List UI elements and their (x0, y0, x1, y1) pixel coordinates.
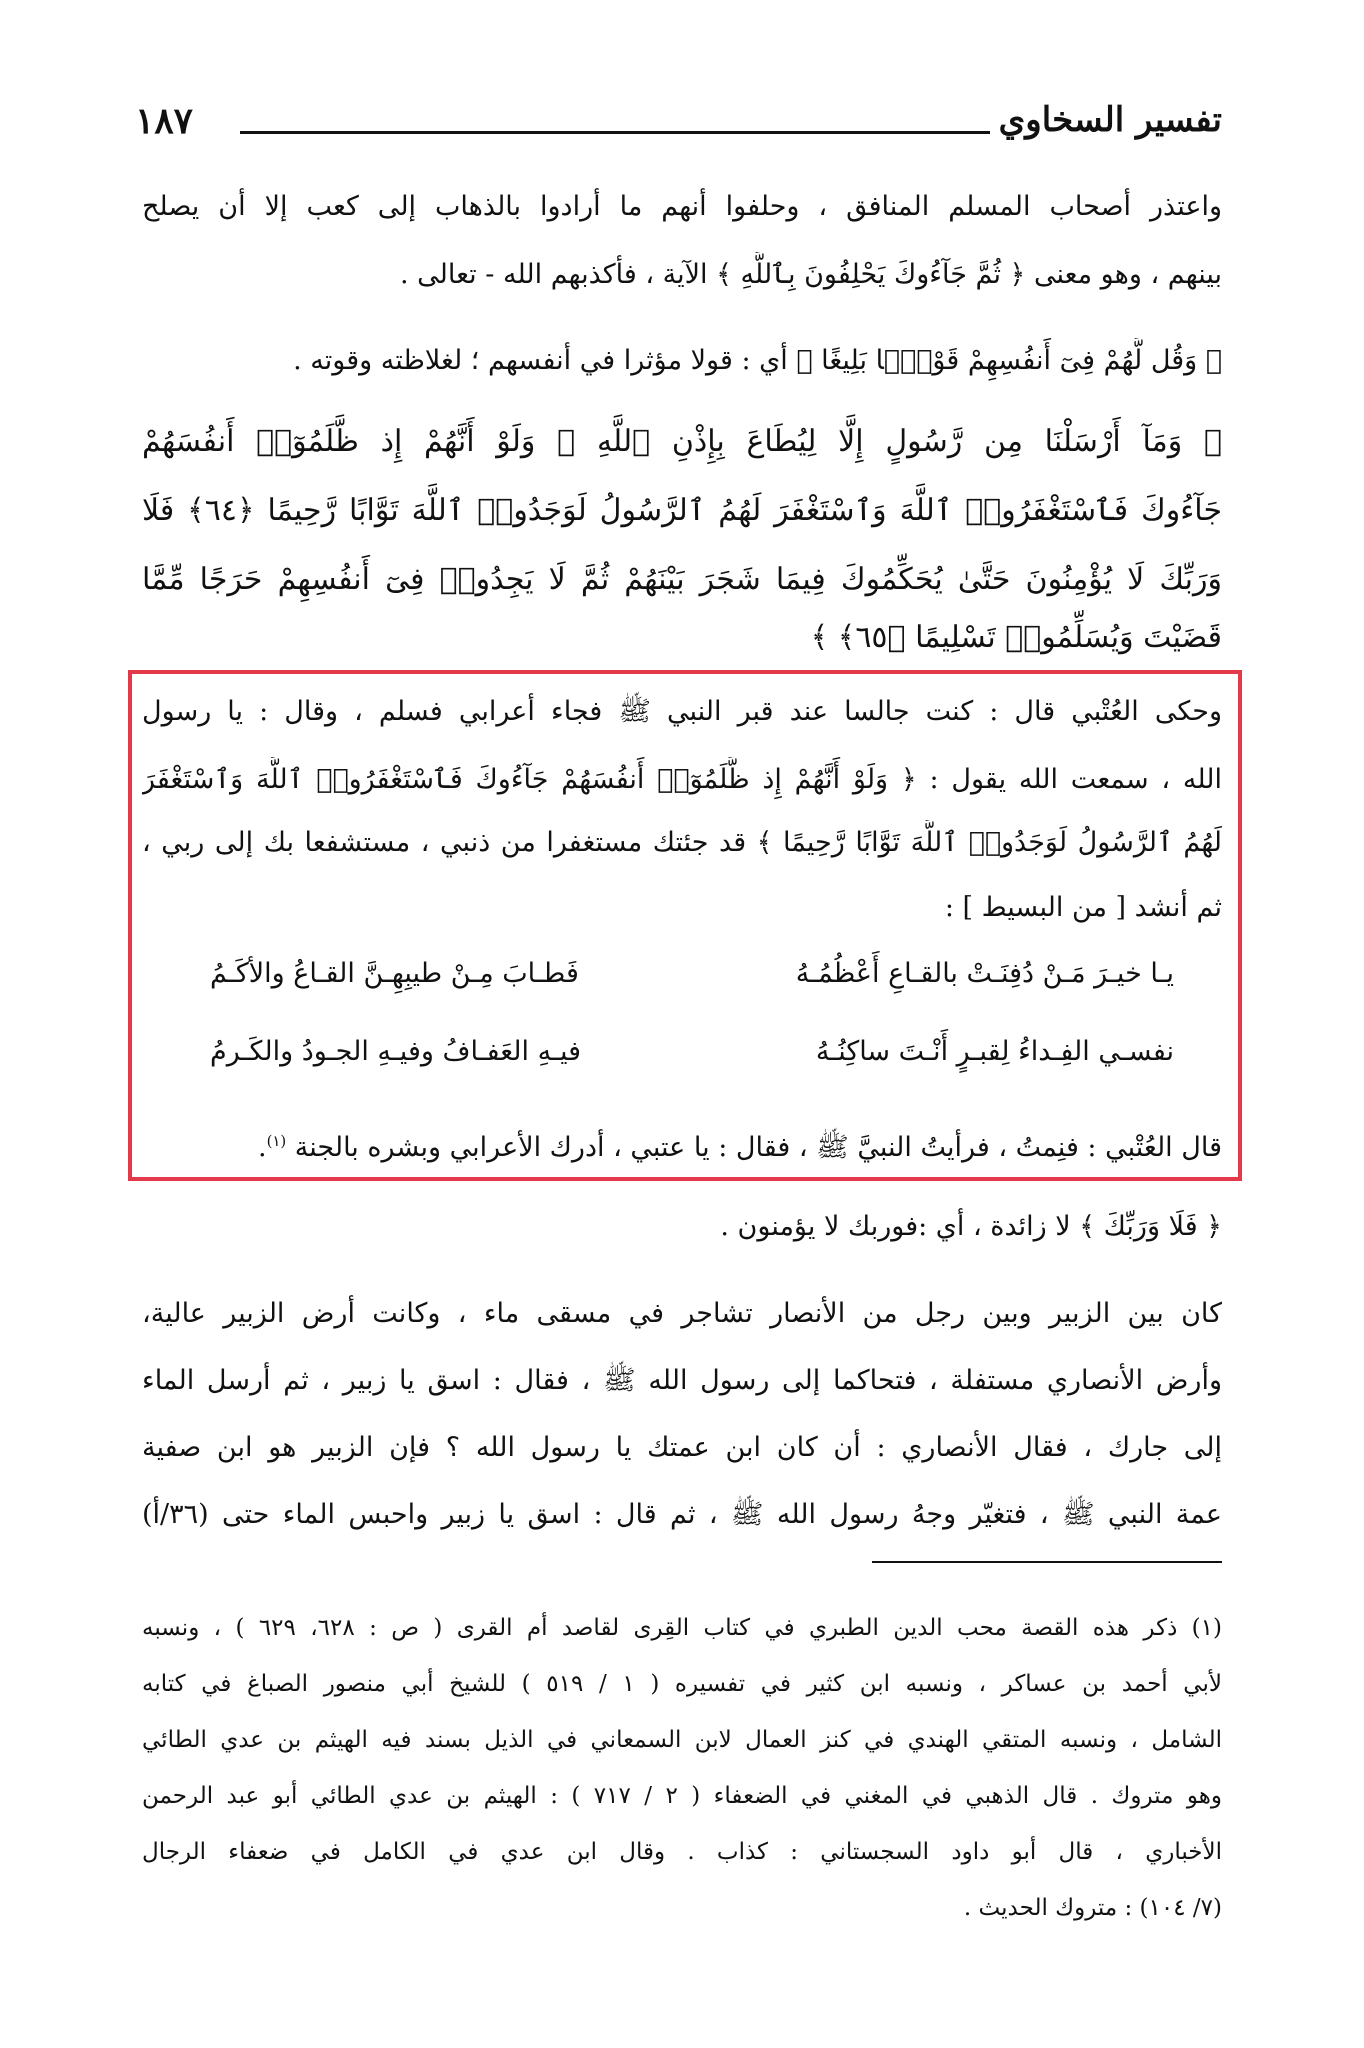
verse-commentary: ﴿ وَقُل لَّهُمْ فِىٓ أَنفُسِهِمْ قَوْلًۢا بَلِيغًا ﴾ أي : قولا مؤثرا في أنفسهم ؛ لغلاظته وقوته . (293, 345, 1222, 376)
quran-line: جَآءُوكَ فَٱسْتَغْفَرُوا۟ ٱللَّهَ وَٱسْتَغْفَرَ لَهُمُ ٱلرَّسُولُ لَوَجَدُوا۟ ٱللَّهَ تَوَّابًا رَّحِيمًا ﴿٦٤﴾ فَلَا (142, 493, 1222, 528)
highlighted-line: لَهُمُ ٱلرَّسُولُ لَوَجَدُوا۟ ٱللَّهَ تَوَّابًا رَّحِيمًا ﴾ قد جئتك مستغفرا من ذنبي ، مستشفعا بك إلى ربي ، (142, 827, 1222, 858)
highlighted-closing-line (142, 1118, 1222, 1171)
body-line: عمة النبي ﷺ ، فتغيّر وجهُ رسول الله ﷺ ، ثم قال : اسق يا زبير واحبس الماء حتى (٣٦/أ) (142, 1499, 1222, 1530)
closing-period: . (258, 1132, 267, 1163)
footnote-rule (872, 1561, 1222, 1563)
footnote-marker: (١) (266, 1132, 287, 1150)
body-line: بينهم ، وهو معنى ﴿ ثُمَّ جَآءُوكَ يَحْلِفُونَ بِٱللَّهِ ﴾ الآية ، فأكذبهم الله - تعالى . (400, 259, 1222, 290)
poem-verse-first-half: نفسـي الفِـداءُ لِقبـرٍ أَنْـتَ ساكِنُـهُ (815, 1036, 1174, 1067)
page-header (135, 100, 1222, 150)
footnote-line: (٧/ ١٠٤) : متروك الحديث . (963, 1895, 1222, 1921)
body-line: واعتذر أصحاب المسلم المنافق ، وحلفوا أنهم ما أرادوا بالذهاب إلى كعب إلا أن يصلح (142, 191, 1222, 222)
highlighted-line: وحكى العُتْبي قال : كنت جالسا عند قبر النبي ﷺ فجاء أعرابي فسلم ، وقال : يا رسول (142, 696, 1222, 727)
body-line: إلى جارك ، فقال الأنصاري : أن كان ابن عمتك يا رسول الله ؟ فإن الزبير هو ابن صفية (142, 1432, 1222, 1463)
closing-text: قال العُتْبي : فنِمتُ ، فرأيتُ النبيَّ ﷺ ، فقال : يا عتبي ، أدرك الأعرابي وبشره بالجنة (294, 1132, 1222, 1163)
footnote-line: الأخباري ، قال أبو داود السجستاني : كذاب . وقال ابن عدي في الكامل في ضعفاء الرجال (142, 1839, 1222, 1865)
footnote-line: (١) ذكر هذه القصة محب الدين الطبري في كتاب القِرى لقاصد أم القرى ( ص : ٦٢٨، ٦٢٩ ) ، ونسبه (142, 1615, 1222, 1641)
highlighted-line: ثم أنشد [ من البسيط ] : (944, 892, 1222, 923)
page-number: ١٨٧ (135, 100, 194, 142)
poem-verse-second-half: فيـهِ العَفـافُ وفيـهِ الجـودُ والكَـرمُ (210, 1036, 582, 1067)
quran-line: قَضَيْتَ وَيُسَلِّمُوا۟ تَسْلِيمًا ﴿٦٥﴾ ﴾ (810, 620, 1222, 655)
header-rule (240, 131, 990, 134)
footnote-line: وهو متروك . قال الذهبي في المغني في الضعفاء ( ٢ / ٧١٧ ) : الهيثم بن عدي الطائي أبو عبد الرحمن (142, 1783, 1222, 1809)
body-line: وأرض الأنصاري مستفلة ، فتحاكما إلى رسول الله ﷺ ، فقال : اسق يا زبير ، ثم أرسل الماء (142, 1365, 1222, 1396)
footnote-line: لأبي أحمد بن عساكر ، ونسبه ابن كثير في تفسيره ( ١ / ٥١٩ ) للشيخ أبي منصور الصباغ في كتابه (142, 1671, 1222, 1697)
body-line: كان بين الزبير وبين رجل من الأنصار تشاجر في مسقى ماء ، وكانت أرض الزبير عالية، (142, 1298, 1222, 1329)
poem-verse-first-half: يـا خيـرَ مَـنْ دُفِنَـتْ بالقـاعِ أَعْظُمُـهُ (795, 958, 1174, 989)
quran-line: وَرَبِّكَ لَا يُؤْمِنُونَ حَتَّىٰ يُحَكِّمُوكَ فِيمَا شَجَرَ بَيْنَهُمْ ثُمَّ لَا يَجِدُوا۟ فِىٓ أَنفُسِهِمْ حَرَجًا مِّمَّا (142, 562, 1222, 597)
book-title: تفسير السخاوي (998, 100, 1222, 140)
poem-verse-second-half: فَطـابَ مِـنْ طيبِهِـنَّ القـاعُ والأكَـمُ (210, 958, 579, 989)
footnote-line: الشامل ، ونسبه المتقي الهندي في كنز العمال لابن السمعاني في الذيل بسند فيه الهيثم بن عدي الطائي (142, 1727, 1222, 1753)
quran-line: ﴿ وَمَآ أَرْسَلْنَا مِن رَّسُولٍ إِلَّا لِيُطَاعَ بِإِذْنِ ٱللَّهِ ۚ وَلَوْ أَنَّهُمْ إِذ ظَّلَمُوٓا۟ أَنفُسَهُمْ (142, 424, 1222, 459)
highlighted-line: الله ، سمعت الله يقول : ﴿ وَلَوْ أَنَّهُمْ إِذ ظَّلَمُوٓا۟ أَنفُسَهُمْ جَآءُوكَ فَٱسْتَغْفَرُوا۟ ٱللَّهَ وَٱسْتَغْفَرَ (142, 764, 1222, 795)
body-line: ﴿ فَلَا وَرَبِّكَ ﴾ لا زائدة ، أي :فوربك لا يؤمنون . (720, 1211, 1222, 1242)
